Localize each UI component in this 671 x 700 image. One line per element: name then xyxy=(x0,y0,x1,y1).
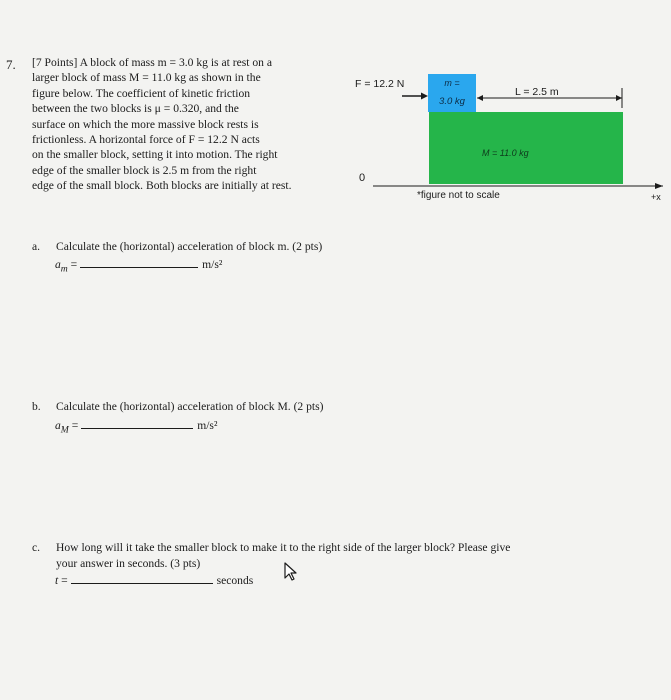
part-question-cont: your answer in seconds. (3 pts) xyxy=(56,557,201,570)
answer-symbol: t xyxy=(55,574,59,587)
small-block-mass: 3.0 kg xyxy=(439,96,465,107)
part-question: Calculate the (horizontal) acceleration of block m. (2 pts) xyxy=(56,240,323,253)
scale-note: *figure not to scale xyxy=(417,190,500,201)
intro-line: frictionless. A horizontal force of F = 12.2 N acts xyxy=(32,133,260,147)
question-number: 7. xyxy=(6,57,16,72)
intro-line: between the two blocks is μ = 0.320, and the xyxy=(32,102,239,116)
question-intro xyxy=(32,55,340,194)
intro-line: larger block of mass M = 11.0 kg as shown in the xyxy=(32,71,261,85)
answer-equals: = xyxy=(58,574,68,587)
origin-label: 0 xyxy=(359,172,366,184)
answer-row-c xyxy=(55,572,253,587)
small-block xyxy=(428,74,476,112)
small-block-label: m = xyxy=(444,78,460,88)
part-letter: c. xyxy=(32,541,41,554)
intro-line: edge of the smaller block is 2.5 m from the right xyxy=(32,163,257,177)
part-question: How long will it take the smaller block to make it to the right side of the larger block? Please give xyxy=(56,541,511,554)
large-block-label: M = 11.0 kg xyxy=(482,148,529,158)
blocks-figure xyxy=(345,70,671,220)
mouse-pointer-icon xyxy=(283,562,299,582)
force-label: F = 12.2 N xyxy=(355,78,405,90)
answer-subscript: m xyxy=(60,263,68,275)
length-label: L = 2.5 m xyxy=(515,86,559,98)
answer-row-b xyxy=(55,417,217,435)
answer-units: m/s² xyxy=(197,419,218,432)
answer-blank-c[interactable] xyxy=(71,572,213,584)
part-letter: b. xyxy=(32,400,41,413)
intro-line: [7 Points] A block of mass m = 3.0 kg is at rest on a xyxy=(32,56,273,69)
part-letter: a. xyxy=(32,240,41,253)
part-question: Calculate the (horizontal) acceleration of block M. (2 pts) xyxy=(56,400,324,413)
force-arrow-icon xyxy=(402,91,428,101)
intro-line: surface on which the more massive block rests is xyxy=(32,117,259,131)
answer-row-a xyxy=(55,256,222,274)
answer-symbol: a xyxy=(55,419,61,432)
intro-line: figure below. The coefficient of kinetic friction xyxy=(32,86,251,100)
answer-blank-a[interactable] xyxy=(80,256,198,268)
answer-blank-b[interactable] xyxy=(81,417,193,429)
answer-units: m/s² xyxy=(202,258,223,271)
intro-line: edge of the small block. Both blocks are initially at rest. xyxy=(32,179,292,193)
axis-label: +x xyxy=(651,192,661,202)
answer-units: seconds xyxy=(216,574,254,587)
answer-subscript: M xyxy=(60,424,69,436)
intro-line: on the smaller block, setting it into motion. The right xyxy=(32,148,278,162)
answer-symbol: a xyxy=(55,258,61,271)
answer-equals: = xyxy=(68,419,79,432)
answer-equals: = xyxy=(67,258,78,271)
